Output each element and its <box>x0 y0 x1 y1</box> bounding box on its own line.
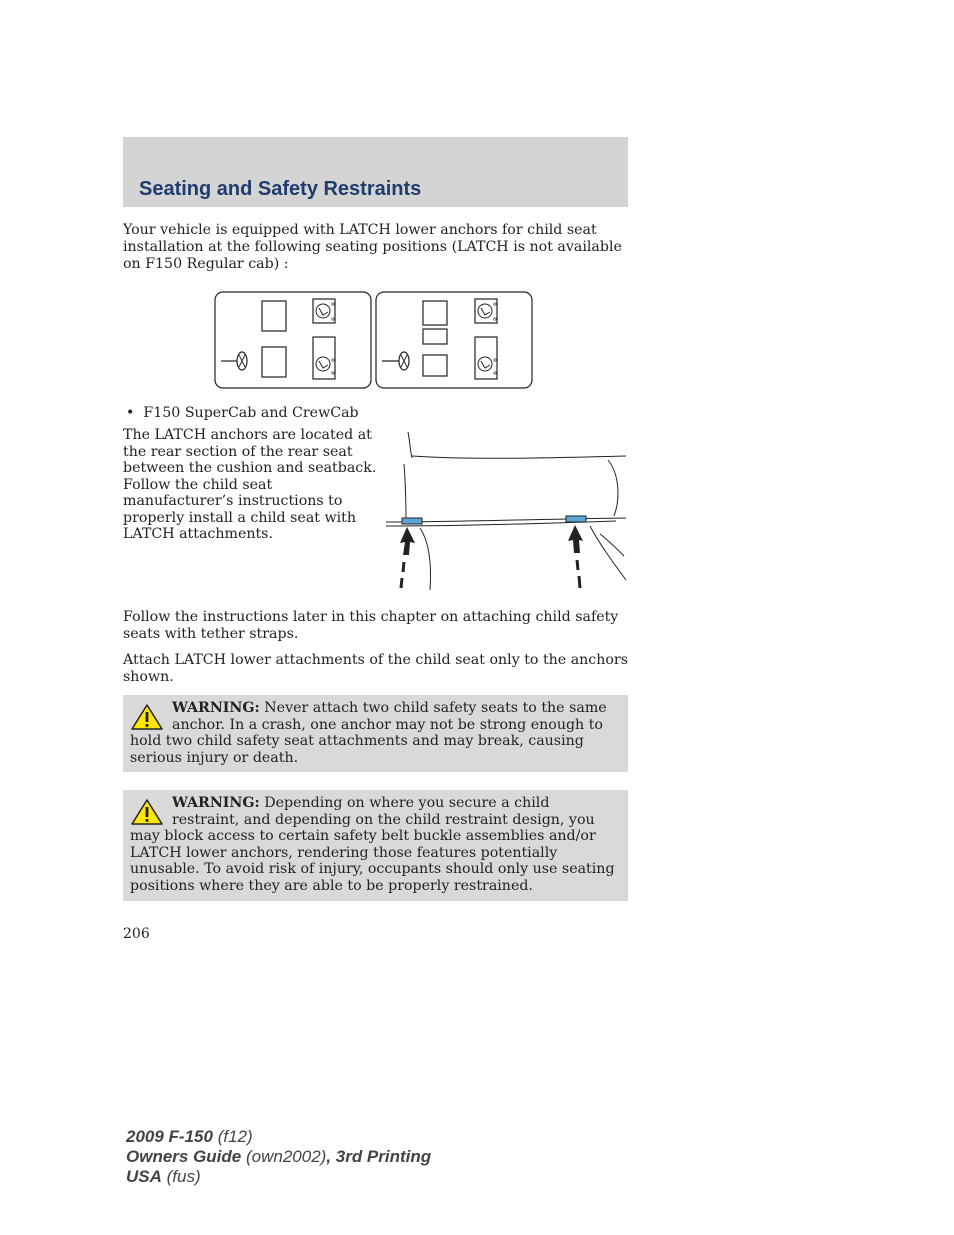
footer-guide-code: (own2002) <box>245 1147 327 1166</box>
bullet-item <box>126 405 359 422</box>
child-seat-icon <box>475 299 497 323</box>
child-seat-icon <box>313 337 335 379</box>
warning-box <box>123 790 628 901</box>
warning-triangle-icon <box>130 798 164 826</box>
warning-text: Depending on where you secure a child restraint, and depending on the child restraint design, you may block access to certain safety belt buckle assemblies and/or LATCH lower anchors, rendering those features potentially unusable. To avoid risk of injury, occupants should only use seating positions where they are able to be properly restrained. <box>130 795 615 894</box>
bullet-symbol: • <box>126 405 135 421</box>
warning-paragraph <box>123 790 628 901</box>
child-seat-icon <box>313 299 335 323</box>
page-number: 206 <box>123 926 150 942</box>
footer-model: 2009 F-150 <box>126 1127 213 1146</box>
footer-guide: Owners Guide <box>126 1147 242 1166</box>
section-header <box>123 137 628 207</box>
follow-instructions-paragraph: Follow the instructions later in this chapter on attaching child safety seats with tether straps. <box>123 609 619 642</box>
document-footer <box>126 1127 431 1187</box>
arrow-up-icon <box>568 525 583 588</box>
latch-anchor-illustration <box>380 430 628 592</box>
warning-paragraph <box>123 695 628 773</box>
steering-wheel-icon <box>382 352 409 370</box>
attach-note-paragraph: Attach LATCH lower attachments of the child seat only to the anchors shown. <box>123 652 628 685</box>
warning-box <box>123 695 628 772</box>
footer-model-code: (f12) <box>217 1127 253 1146</box>
warning-text: Never attach two child safety seats to the same anchor. In a crash, one anchor may not be strong enough to hold two child safety seat attachments and may break, causing serious injury or death. <box>130 700 607 766</box>
footer-region: USA <box>126 1167 162 1186</box>
warning-triangle-icon <box>130 703 164 731</box>
latch-anchor <box>566 516 586 522</box>
warning-label: WARNING: <box>172 795 260 811</box>
latch-seating-diagram <box>213 290 535 390</box>
warning-label: WARNING: <box>172 700 260 716</box>
bullet-text: F150 SuperCab and CrewCab <box>143 405 359 421</box>
footer-region-code: (fus) <box>166 1167 201 1186</box>
latch-location-paragraph: The LATCH anchors are located at the rear section of the rear seat between the cushion and seatback. Follow the child seat manufacturer’s instructions to properly install a child seat with LATCH attachments. <box>123 427 377 542</box>
section-title: Seating and Safety Restraints <box>139 178 422 200</box>
latch-anchor <box>402 518 422 524</box>
intro-paragraph: Your vehicle is equipped with LATCH lower anchors for child seat installation at the following seating positions (LATCH is not available on F150 Regular cab) : <box>123 222 622 272</box>
arrow-up-icon <box>400 527 415 588</box>
footer-printing: , 3rd Printing <box>326 1147 432 1166</box>
child-seat-icon <box>475 337 497 379</box>
steering-wheel-icon <box>221 352 247 370</box>
